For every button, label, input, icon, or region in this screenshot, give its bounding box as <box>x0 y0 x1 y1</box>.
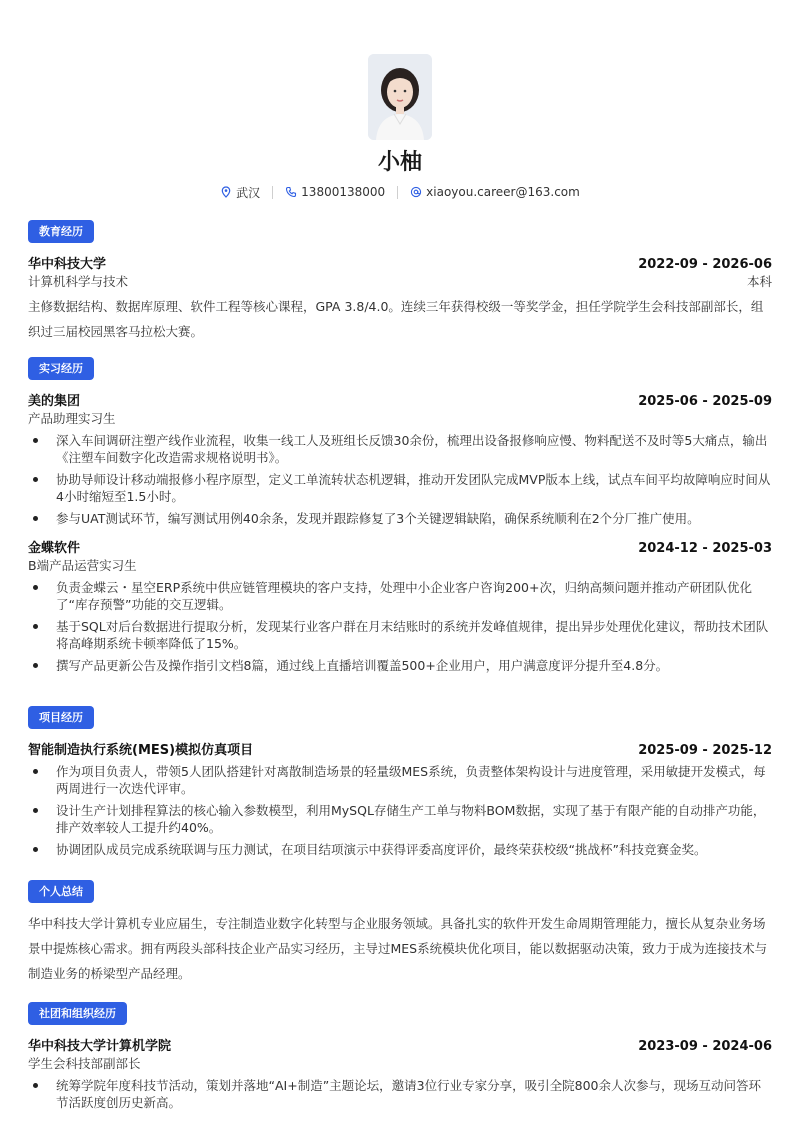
resume-header <box>28 0 772 200</box>
entry-date: 2025-06 - 2025-09 <box>638 394 772 409</box>
contact-phone <box>285 185 385 199</box>
role: B端产品运营实习生 <box>28 558 137 573</box>
entry-header-row <box>28 390 772 409</box>
entry-header-row <box>28 537 772 556</box>
location-text: 武汉 <box>236 185 261 200</box>
education-description: 主修数据结构、数据库原理、软件工程等核心课程，GPA 3.8/4.0。连续三年获得校级一等奖学金，担任学院学生会科技部副部长，组织过三届校园黑客马拉松大赛。 <box>28 299 764 339</box>
divider <box>272 186 273 199</box>
club-header-row <box>28 1035 772 1054</box>
list-item: 协助导师设计移动端报修小程序原型，定义工单流转状态机逻辑，推动开发团队完成MVP版本上线，试点车间平均故障响应时间从4小时缩短至1.5小时。 <box>28 471 772 505</box>
education-section <box>28 220 772 344</box>
internship-section <box>28 357 772 674</box>
profile-photo <box>368 54 432 140</box>
section-title: 社团和组织经历 <box>28 1002 127 1025</box>
club-date: 2023-09 - 2024-06 <box>638 1039 772 1054</box>
list-item: 深入车间调研注塑产线作业流程，收集一线工人及班组长反馈30余份，梳理出设备报修响应慢、物料配送不及时等5大痛点，输出《注塑车间数字化改造需求规格说明书》。 <box>28 432 772 466</box>
phone-text: 13800138000 <box>301 185 386 199</box>
list-item: 协调团队成员完成系统联调与压力测试，在项目结项演示中获得评委高度评价，最终荣获校级“挑战杯”科技竞赛金奖。 <box>28 841 772 858</box>
bullet-list <box>28 763 772 858</box>
phone-icon <box>285 186 297 198</box>
divider <box>397 186 398 199</box>
list-item: 参与UAT测试环节，编写测试用例40余条，发现并跟踪修复了3个关键逻辑缺陷，确保系统顺利在2个分厂推广使用。 <box>28 510 772 527</box>
contact-location <box>220 184 260 201</box>
contact-row <box>28 184 772 200</box>
entry-date: 2024-12 - 2025-03 <box>638 541 772 556</box>
list-item: 撰写产品更新公告及操作指引文档8篇，通过线上直播培训覆盖500+企业用户，用户满意度评分提升至4.8分。 <box>28 657 772 674</box>
contact-email[interactable] <box>410 185 580 199</box>
list-item: 基于SQL对后台数据进行提取分析，发现某行业客户群在月末结账时的系统并发峰值规律，提出异步处理优化建议，帮助技术团队将高峰期系统卡顿率降低了15%。 <box>28 618 772 652</box>
education-sub-row <box>28 272 772 290</box>
email-text[interactable]: xiaoyou.career@163.com <box>426 185 580 199</box>
bullet-list <box>28 579 772 674</box>
location-icon <box>220 186 232 198</box>
project-date: 2025-09 - 2025-12 <box>638 743 772 758</box>
list-item: 负责金蝶云・星空ERP系统中供应链管理模块的客户支持，处理中小企业客户咨询200+次，归纳高频问题并推动产研团队优化了“库存预警”功能的交互逻辑。 <box>28 579 772 613</box>
project-header-row <box>28 739 772 758</box>
list-item: 设计生产计划排程算法的核心输入参数模型，利用MySQL存储生产工单与物料BOM数据，实现了基于有限产能的自动排产功能，排产效率较人工提升约40%。 <box>28 802 772 836</box>
list-item: 统筹学院年度科技节活动，策划并落地“AI+制造”主题论坛，邀请3位行业专家分享，吸引全院800余人次参与，现场互动问答环节活跃度创历史新高。 <box>28 1077 772 1111</box>
major: 计算机科学与技术 <box>28 274 129 289</box>
project-name: 智能制造执行系统(MES)模拟仿真项目 <box>28 743 254 758</box>
summary-text: 华中科技大学计算机专业应届生，专注制造业数字化转型与企业服务领域。具备扎实的软件开发生命周期管理能力，擅长从复杂业务场景中提炼核心需求。拥有两段头部科技企业产品实习经历，主导过MES系统模块优化项目，能以数据驱动决策，致力于成为连接技术与制造业务的桥梁型产品经理。 <box>28 916 768 981</box>
role: 产品助理实习生 <box>28 411 116 426</box>
company-name: 金蝶软件 <box>28 541 81 556</box>
education-date: 2022-09 - 2026-06 <box>638 257 772 272</box>
email-icon <box>410 186 422 198</box>
degree: 本科 <box>746 274 772 289</box>
bullet-list <box>28 432 772 527</box>
bullet-list <box>28 1077 772 1111</box>
company-name: 美的集团 <box>28 394 81 409</box>
education-header-row <box>28 253 772 272</box>
section-title: 个人总结 <box>28 880 94 903</box>
section-title: 项目经历 <box>28 706 94 729</box>
club-role: 学生会科技部副部长 <box>28 1056 141 1071</box>
list-item: 作为项目负责人，带领5人团队搭建针对离散制造场景的轻量级MES系统，负责整体架构设计与进度管理，采用敏捷开发模式，每两周进行一次迭代评审。 <box>28 763 772 797</box>
school-name: 华中科技大学 <box>28 257 107 272</box>
section-title: 实习经历 <box>28 357 94 380</box>
clubs-section <box>28 1002 772 1111</box>
summary-section <box>28 880 772 986</box>
internship-entry <box>28 537 772 674</box>
candidate-name: 小柚 <box>377 150 422 175</box>
project-section <box>28 706 772 858</box>
club-org: 华中科技大学计算机学院 <box>28 1039 172 1054</box>
internship-entry <box>28 390 772 527</box>
section-title: 教育经历 <box>28 220 94 243</box>
